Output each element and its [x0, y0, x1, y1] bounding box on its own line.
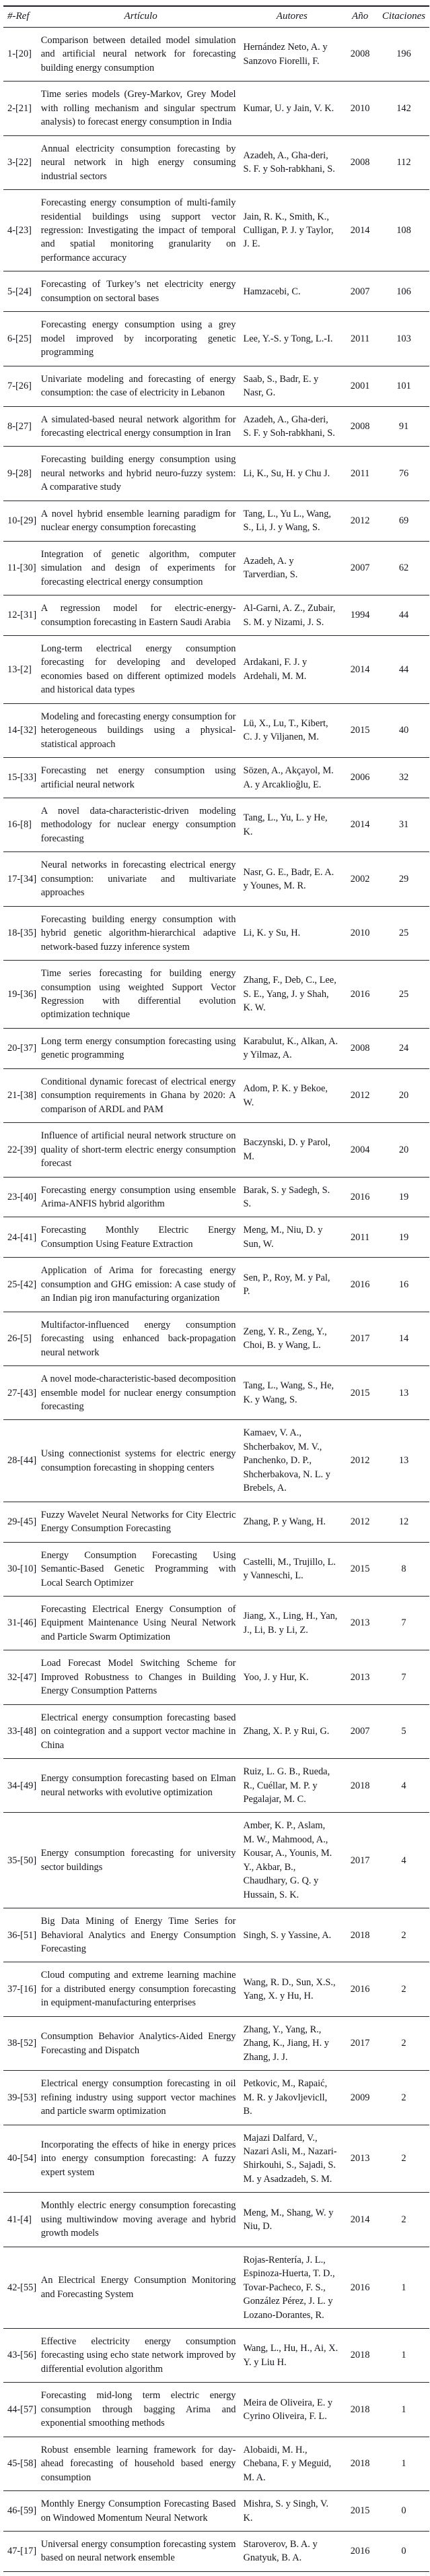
ano-cell: 2012	[342, 1420, 378, 1502]
table-row	[3, 2491, 429, 2532]
ref-cell: 18-[35]	[3, 906, 40, 960]
table-row	[3, 28, 429, 82]
titulo-cell: Energy consumption forecasting based on Elman neural networks with evolutive optimization	[40, 1759, 242, 1813]
ref-cell: 39-[53]	[3, 2071, 40, 2125]
table-row	[3, 312, 429, 366]
ano-cell: 2018	[342, 1759, 378, 1813]
ref-cell: 26-[5]	[3, 1312, 40, 1365]
citaciones-cell: 5	[378, 1704, 429, 1758]
references-table-header	[3, 6, 429, 28]
table-row	[3, 1759, 429, 1813]
titulo-cell: Monthly electric energy consumption forecasting using multiwindow moving average and hybrid growth models	[40, 2193, 242, 2247]
table-row	[3, 2247, 429, 2328]
citaciones-cell: 1	[378, 2329, 429, 2383]
autores-cell: Meira de Oliveira, E. y Cyrino Oliveira, F. L.	[242, 2383, 342, 2437]
table-row	[3, 595, 429, 636]
ano-cell: 2014	[342, 2193, 378, 2247]
autores-cell: Jiang, X., Ling, H., Yan, J., Li, B. y Li, Z.	[242, 1596, 342, 1650]
ano-cell: 2013	[342, 1596, 378, 1650]
table-row	[3, 2531, 429, 2571]
table-row	[3, 852, 429, 906]
ref-cell: 41-[4]	[3, 2193, 40, 2247]
citaciones-cell: 69	[378, 501, 429, 541]
ref-cell: 12-[31]	[3, 595, 40, 636]
autores-cell: Meng, M., Shang, W. y Niu, D.	[242, 2193, 342, 2247]
ano-cell: 2013	[342, 2125, 378, 2193]
titulo-cell: Using connectionist systems for electric energy consumption forecasting in shopping centers	[40, 1420, 242, 1502]
titulo-cell: Fuzzy Wavelet Neural Networks for City Electric Energy Consumption Forecasting	[40, 1502, 242, 1542]
table-row	[3, 798, 429, 852]
citaciones-cell: 20	[378, 1123, 429, 1177]
autores-cell: Tang, L., Yu L., Wang, S., Li, J. y Wang, S.	[242, 501, 342, 541]
titulo-cell: Forecasting energy consumption of multi-family residential buildings using support vector regression: Investigating the impact of temporal and spatial monitoring granularity on performance accuracy	[40, 190, 242, 271]
citaciones-cell: 25	[378, 961, 429, 1029]
autores-cell: Lee, Y.-S. y Tong, L.-I.	[242, 312, 342, 366]
titulo-cell: Consumption Behavior Analytics-Aided Energy Forecasting and Dispatch	[40, 2016, 242, 2070]
citaciones-cell: 14	[378, 1312, 429, 1365]
titulo-cell: Energy Consumption Forecasting Using Semantic-Based Genetic Programming with Local Search Optimizer	[40, 1542, 242, 1596]
table-row	[3, 1258, 429, 1312]
citaciones-cell: 2	[378, 2193, 429, 2247]
ano-cell: 2002	[342, 852, 378, 906]
ano-cell: 2018	[342, 2329, 378, 2383]
table-row	[3, 2016, 429, 2070]
autores-cell: Wang, R. D., Sun, X.S., Yang, X. y Hu, H.	[242, 1962, 342, 2016]
table-row	[3, 1542, 429, 1596]
ano-cell: 2008	[342, 135, 378, 189]
citaciones-cell: 142	[378, 82, 429, 135]
titulo-cell: Effective electricity energy consumption forecasting using echo state network improved by differential evolution algorithm	[40, 2329, 242, 2383]
autores-cell: Wang, L., Hu, H., Ai, X. Y. y Liu H.	[242, 2329, 342, 2383]
ano-cell: 2018	[342, 2437, 378, 2490]
titulo-cell: Integration of genetic algorithm, computer simulation and design of experiments for forecasting electrical energy consumption	[40, 541, 242, 595]
ano-cell: 2011	[342, 312, 378, 366]
autores-cell: Hernández Neto, A. y Sanzovo Fiorelli, F.	[242, 28, 342, 82]
ref-cell: 34-[49]	[3, 1759, 40, 1813]
autores-cell: Yoo, J. y Hur, K.	[242, 1650, 342, 1704]
ref-cell: 6-[25]	[3, 312, 40, 366]
autores-cell: Azadeh, A., Gha-deri, S. F. y Soh-rabkhani, S.	[242, 406, 342, 447]
table-row	[3, 271, 429, 312]
references-table-body	[3, 28, 429, 2572]
table-row	[3, 135, 429, 189]
citaciones-cell: 106	[378, 271, 429, 312]
titulo-cell: Modeling and forecasting energy consumption for heterogeneous buildings using a physical-statistical approach	[40, 703, 242, 757]
ref-cell: 42-[55]	[3, 2247, 40, 2328]
citaciones-cell: 8	[378, 1542, 429, 1596]
table-row	[3, 758, 429, 798]
citaciones-cell: 1	[378, 2437, 429, 2490]
citaciones-cell: 1	[378, 2247, 429, 2328]
ref-cell: 40-[54]	[3, 2125, 40, 2193]
ref-cell: 47-[17]	[3, 2531, 40, 2571]
table-row	[3, 406, 429, 447]
ano-cell: 2012	[342, 501, 378, 541]
citaciones-cell: 19	[378, 1177, 429, 1217]
column-header-ref: #-Ref	[3, 6, 40, 28]
ano-cell: 2010	[342, 906, 378, 960]
citaciones-cell: 2	[378, 2071, 429, 2125]
table-row	[3, 1704, 429, 1758]
ref-cell: 9-[28]	[3, 447, 40, 501]
table-row	[3, 2193, 429, 2247]
citaciones-cell: 44	[378, 595, 429, 636]
autores-cell: Adom, P. K. y Bekoe, W.	[242, 1068, 342, 1122]
autores-cell: Tang, L., Wang, S., He, K. y Wang, S.	[242, 1366, 342, 1420]
citaciones-cell: 108	[378, 190, 429, 271]
autores-cell: Staroverov, B. A. y Gnatyuk, B. A.	[242, 2531, 342, 2571]
autores-cell: Zhang, F., Deb, C., Lee, S. E., Yang, J. y Shah, K. W.	[242, 961, 342, 1029]
titulo-cell: Application of Arima for forecasting energy consumption and GHG emission: A case study of an Indian pig iron manufacturing organization	[40, 1258, 242, 1312]
ref-cell: 46-[59]	[3, 2491, 40, 2532]
table-row	[3, 501, 429, 541]
citaciones-cell: 103	[378, 312, 429, 366]
ano-cell: 2016	[342, 1962, 378, 2016]
ano-cell: 2018	[342, 2383, 378, 2437]
autores-cell: Rojas-Rentería, J. L., Espinoza-Huerta, T. D., Tovar-Pacheco, F. S., González Pérez, J. L. y Lozano-Dorantes, R.	[242, 2247, 342, 2328]
ref-cell: 45-[58]	[3, 2437, 40, 2490]
titulo-cell: Forecasting Electrical Energy Consumption of Equipment Maintenance Using Neural Network and Particle Swarm Optimization	[40, 1596, 242, 1650]
header-row	[3, 6, 429, 28]
autores-cell: Mishra, S. y Singh, V. K.	[242, 2491, 342, 2532]
ano-cell: 2008	[342, 406, 378, 447]
table-row	[3, 1177, 429, 1217]
citaciones-cell: 2	[378, 2016, 429, 2070]
table-row	[3, 635, 429, 703]
autores-cell: Zeng, Y. R., Zeng, Y., Choi, B. y Wang, L.	[242, 1312, 342, 1365]
citaciones-cell: 19	[378, 1217, 429, 1258]
ano-cell: 2018	[342, 1908, 378, 1962]
autores-cell: Singh, S. y Yassine, A.	[242, 1908, 342, 1962]
ano-cell: 2015	[342, 703, 378, 757]
table-row	[3, 1420, 429, 1502]
citaciones-cell: 101	[378, 366, 429, 406]
ref-cell: 4-[23]	[3, 190, 40, 271]
column-header-articulo: Artículo	[40, 6, 242, 28]
citaciones-cell: 16	[378, 1258, 429, 1312]
ref-cell: 43-[56]	[3, 2329, 40, 2383]
ref-cell: 32-[47]	[3, 1650, 40, 1704]
ref-cell: 30-[10]	[3, 1542, 40, 1596]
table-row	[3, 2071, 429, 2125]
titulo-cell: Electrical energy consumption forecasting based on cointegration and a support vector machine in China	[40, 1704, 242, 1758]
autores-cell: Barak, S. y Sadegh, S. S.	[242, 1177, 342, 1217]
ano-cell: 2012	[342, 1502, 378, 1542]
citaciones-cell: 2	[378, 1962, 429, 2016]
ano-cell: 2009	[342, 2071, 378, 2125]
autores-cell: Meng, M., Niu, D. y Sun, W.	[242, 1217, 342, 1258]
citaciones-cell: 91	[378, 406, 429, 447]
autores-cell: Zhang, Y., Yang, R., Zhang, K., Jiang, H. y Zhang, J. J.	[242, 2016, 342, 2070]
titulo-cell: Multifactor-influenced energy consumption forecasting using enhanced back-propagation neural network	[40, 1312, 242, 1365]
ano-cell: 2011	[342, 447, 378, 501]
ref-cell: 20-[37]	[3, 1028, 40, 1068]
ref-cell: 31-[46]	[3, 1596, 40, 1650]
titulo-cell: Forecasting of Turkey’s net electricity energy consumption on sectoral bases	[40, 271, 242, 312]
ref-cell: 36-[51]	[3, 1908, 40, 1962]
ano-cell: 2017	[342, 2016, 378, 2070]
ref-cell: 16-[8]	[3, 798, 40, 852]
autores-cell: Baczynski, D. y Parol, M.	[242, 1123, 342, 1177]
ano-cell: 2007	[342, 271, 378, 312]
titulo-cell: Energy consumption forecasting for university sector buildings	[40, 1813, 242, 1908]
autores-cell: Amber, K. P., Aslam, M. W., Mahmood, A., Kousar, A., Younis, M. Y., Akbar, B., Chaudhary, G. Q. y Hussain, S. K.	[242, 1813, 342, 1908]
ano-cell: 2016	[342, 1177, 378, 1217]
citaciones-cell: 12	[378, 1502, 429, 1542]
citaciones-cell: 1	[378, 2383, 429, 2437]
autores-cell: Hamzacebi, C.	[242, 271, 342, 312]
ref-cell: 8-[27]	[3, 406, 40, 447]
ano-cell: 2016	[342, 961, 378, 1029]
titulo-cell: Forecasting building energy consumption with hybrid genetic algorithm-hierarchical adaptive network-based fuzzy inference system	[40, 906, 242, 960]
citaciones-cell: 76	[378, 447, 429, 501]
citaciones-cell: 13	[378, 1420, 429, 1502]
titulo-cell: Conditional dynamic forecast of electrical energy consumption requirements in Ghana by 2020: A comparison of ARDL and PAM	[40, 1068, 242, 1122]
titulo-cell: Time series forecasting for building energy consumption using weighted Support Vector Regression with differential evolution optimization technique	[40, 961, 242, 1029]
references-table	[3, 5, 429, 2572]
autores-cell: Jain, R. K., Smith, K., Culligan, P. J. y Taylor, J. E.	[242, 190, 342, 271]
column-header-autores: Autores	[242, 6, 342, 28]
ano-cell: 2017	[342, 1813, 378, 1908]
table-row	[3, 1312, 429, 1365]
titulo-cell: Neural networks in forecasting electrical energy consumption: univariate and multivariate approaches	[40, 852, 242, 906]
autores-cell: Nasr, G. E., Badr, E. A. y Younes, M. R.	[242, 852, 342, 906]
table-row	[3, 2125, 429, 2193]
ref-cell: 27-[43]	[3, 1366, 40, 1420]
table-row	[3, 1908, 429, 1962]
autores-cell: Lü, X., Lu, T., Kibert, C. J. y Viljanen, M.	[242, 703, 342, 757]
citaciones-cell: 44	[378, 635, 429, 703]
ano-cell: 2001	[342, 366, 378, 406]
citaciones-cell: 20	[378, 1068, 429, 1122]
titulo-cell: Forecasting net energy consumption using artificial neural network	[40, 758, 242, 798]
citaciones-cell: 2	[378, 2125, 429, 2193]
titulo-cell: A novel mode-characteristic-based decomposition ensemble model for nuclear energy consumption forecasting	[40, 1366, 242, 1420]
titulo-cell: Forecasting Monthly Electric Energy Consumption Using Feature Extraction	[40, 1217, 242, 1258]
ref-cell: 5-[24]	[3, 271, 40, 312]
citaciones-cell: 29	[378, 852, 429, 906]
titulo-cell: Forecasting energy consumption using ensemble Arima-ANFIS hybrid algorithm	[40, 1177, 242, 1217]
table-row	[3, 703, 429, 757]
titulo-cell: Forecasting building energy consumption using neural networks and hybrid neuro-fuzzy system: A comparative study	[40, 447, 242, 501]
ref-cell: 35-[50]	[3, 1813, 40, 1908]
ano-cell: 2017	[342, 1312, 378, 1365]
titulo-cell: Incorporating the effects of hike in energy prices into energy consumption forecasting: A fuzzy expert system	[40, 2125, 242, 2193]
autores-cell: Zhang, P. y Wang, H.	[242, 1502, 342, 1542]
table-row	[3, 447, 429, 501]
column-header-citaciones: Citaciones	[378, 6, 429, 28]
citaciones-cell: 24	[378, 1028, 429, 1068]
titulo-cell: A simulated-based neural network algorithm for forecasting electrical energy consumption in Iran	[40, 406, 242, 447]
ref-cell: 24-[41]	[3, 1217, 40, 1258]
ref-cell: 17-[34]	[3, 852, 40, 906]
ref-cell: 25-[42]	[3, 1258, 40, 1312]
autores-cell: Li, K., Su, H. y Chu J.	[242, 447, 342, 501]
citaciones-cell: 13	[378, 1366, 429, 1420]
titulo-cell: Influence of artificial neural network structure on quality of short-term electric energy consumption forecast	[40, 1123, 242, 1177]
table-row	[3, 2383, 429, 2437]
ref-cell: 22-[39]	[3, 1123, 40, 1177]
table-row	[3, 1123, 429, 1177]
autores-cell: Sen, P., Roy, M. y Pal, P.	[242, 1258, 342, 1312]
table-row	[3, 2437, 429, 2490]
ref-cell: 15-[33]	[3, 758, 40, 798]
citaciones-cell: 196	[378, 28, 429, 82]
titulo-cell: A regression model for electric-energy-consumption forecasting in Eastern Saudi Arabia	[40, 595, 242, 636]
ano-cell: 2013	[342, 1650, 378, 1704]
table-row	[3, 190, 429, 271]
citaciones-cell: 2	[378, 1908, 429, 1962]
table-row	[3, 1366, 429, 1420]
autores-cell: Alobaidi, M. H., Chebana, F. y Meguid, M. A.	[242, 2437, 342, 2490]
ano-cell: 2007	[342, 1704, 378, 1758]
table-row	[3, 1813, 429, 1908]
ano-cell: 2014	[342, 798, 378, 852]
ref-cell: 38-[52]	[3, 2016, 40, 2070]
autores-cell: Castelli, M., Trujillo, L. y Vanneschi, L.	[242, 1542, 342, 1596]
ano-cell: 2007	[342, 541, 378, 595]
autores-cell: Al-Garni, A. Z., Zubair, S. M. y Nizami, J. S.	[242, 595, 342, 636]
table-row	[3, 541, 429, 595]
citaciones-cell: 40	[378, 703, 429, 757]
titulo-cell: Monthly Energy Consumption Forecasting Based on Windowed Momentum Neural Network	[40, 2491, 242, 2532]
autores-cell: Ardakani, F. J. y Ardehali, M. M.	[242, 635, 342, 703]
citaciones-cell: 112	[378, 135, 429, 189]
ano-cell: 2006	[342, 758, 378, 798]
titulo-cell: A novel data-characteristic-driven modeling methodology for nuclear energy consumption forecasting	[40, 798, 242, 852]
ano-cell: 2004	[342, 1123, 378, 1177]
citaciones-cell: 4	[378, 1813, 429, 1908]
table-row	[3, 2329, 429, 2383]
table-row	[3, 1028, 429, 1068]
titulo-cell: Load Forecast Model Switching Scheme for Improved Robustness to Changes in Building Energy Consumption Patterns	[40, 1650, 242, 1704]
citaciones-cell: 4	[378, 1759, 429, 1813]
citaciones-cell: 25	[378, 906, 429, 960]
ref-cell: 29-[45]	[3, 1502, 40, 1542]
autores-cell: Azadeh, A. y Tarverdian, S.	[242, 541, 342, 595]
autores-cell: Ruiz, L. G. B., Rueda, R., Cuéllar, M. P. y Pegalajar, M. C.	[242, 1759, 342, 1813]
ref-cell: 37-[16]	[3, 1962, 40, 2016]
citaciones-cell: 7	[378, 1650, 429, 1704]
autores-cell: Li, K. y Su, H.	[242, 906, 342, 960]
titulo-cell: A novel hybrid ensemble learning paradigm for nuclear energy consumption forecasting	[40, 501, 242, 541]
ref-cell: 14-[32]	[3, 703, 40, 757]
ano-cell: 2012	[342, 1068, 378, 1122]
ano-cell: 2016	[342, 2247, 378, 2328]
table-row	[3, 961, 429, 1029]
ano-cell: 2008	[342, 28, 378, 82]
autores-cell: Kamaev, V. A., Shcherbakov, M. V., Panchenko, D. P., Shcherbakova, N. L. y Brebels, A.	[242, 1420, 342, 1502]
ref-cell: 11-[30]	[3, 541, 40, 595]
titulo-cell: Univariate modeling and forecasting of energy consumption: the case of electricity in Lebanon	[40, 366, 242, 406]
ano-cell: 2016	[342, 2531, 378, 2571]
column-header-ano: Año	[342, 6, 378, 28]
autores-cell: Sözen, A., Akçayol, M. A. y Arcaklioğlu, E.	[242, 758, 342, 798]
ano-cell: 2008	[342, 1028, 378, 1068]
ref-cell: 1-[20]	[3, 28, 40, 82]
autores-cell: Azadeh, A., Gha-deri, S. F. y Soh-rabkhani, S.	[242, 135, 342, 189]
citaciones-cell: 0	[378, 2531, 429, 2571]
table-row	[3, 1962, 429, 2016]
ano-cell: 1994	[342, 595, 378, 636]
autores-cell: Saab, S., Badr, E. y Nasr, G.	[242, 366, 342, 406]
ano-cell: 2011	[342, 1217, 378, 1258]
ref-cell: 23-[40]	[3, 1177, 40, 1217]
ano-cell: 2010	[342, 82, 378, 135]
citaciones-cell: 0	[378, 2491, 429, 2532]
table-row	[3, 1596, 429, 1650]
table-row	[3, 1068, 429, 1122]
titulo-cell: Big Data Mining of Energy Time Series for Behavioral Analytics and Energy Consumption Forecasting	[40, 1908, 242, 1962]
table-row	[3, 1650, 429, 1704]
titulo-cell: An Electrical Energy Consumption Monitoring and Forecasting System	[40, 2247, 242, 2328]
autores-cell: Majazi Dalfard, V., Nazari Asli, M., Nazari-Shirkouhi, S., Sajadi, S. M. y Asadzadeh, S. M.	[242, 2125, 342, 2193]
ano-cell: 2015	[342, 1366, 378, 1420]
ano-cell: 2014	[342, 190, 378, 271]
table-row	[3, 1502, 429, 1542]
autores-cell: Petkovic, M., Rapaić, M. R. y Jakovljevicll, B.	[242, 2071, 342, 2125]
titulo-cell: Time series models (Grey-Markov, Grey Model with rolling mechanism and singular spectrum analysis) to forecast energy consumption in India	[40, 82, 242, 135]
titulo-cell: Universal energy consumption forecasting system based on neural network ensemble	[40, 2531, 242, 2571]
table-row	[3, 366, 429, 406]
autores-cell: Zhang, X. P. y Rui, G.	[242, 1704, 342, 1758]
titulo-cell: Electrical energy consumption forecasting in oil refining industry using support vector machines and particle swarm optimization	[40, 2071, 242, 2125]
ref-cell: 10-[29]	[3, 501, 40, 541]
titulo-cell: Forecasting energy consumption using a grey model improved by incorporating genetic programming	[40, 312, 242, 366]
citaciones-cell: 32	[378, 758, 429, 798]
titulo-cell: Annual electricity consumption forecasting by neural network in high energy consuming industrial sectors	[40, 135, 242, 189]
ref-cell: 3-[22]	[3, 135, 40, 189]
autores-cell: Tang, L., Yu, L. y He, K.	[242, 798, 342, 852]
titulo-cell: Long term energy consumption forecasting using genetic programming	[40, 1028, 242, 1068]
citaciones-cell: 7	[378, 1596, 429, 1650]
titulo-cell: Comparison between detailed model simulation and artificial neural network for forecasting building energy consumption	[40, 28, 242, 82]
ref-cell: 13-[2]	[3, 635, 40, 703]
citaciones-cell: 31	[378, 798, 429, 852]
ref-cell: 19-[36]	[3, 961, 40, 1029]
table-row	[3, 1217, 429, 1258]
ref-cell: 33-[48]	[3, 1704, 40, 1758]
titulo-cell: Long-term electrical energy consumption forecasting for developing and developed economies based on different optimized models and historical data types	[40, 635, 242, 703]
ref-cell: 28-[44]	[3, 1420, 40, 1502]
ano-cell: 2015	[342, 1542, 378, 1596]
ano-cell: 2016	[342, 1258, 378, 1312]
autores-cell: Kumar, U. y Jain, V. K.	[242, 82, 342, 135]
citaciones-cell: 62	[378, 541, 429, 595]
titulo-cell: Cloud computing and extreme learning machine for a distributed energy consumption forecasting in equipment-manufacturing enterprises	[40, 1962, 242, 2016]
table-row	[3, 906, 429, 960]
ref-cell: 44-[57]	[3, 2383, 40, 2437]
titulo-cell: Forecasting mid-long term electric energy consumption through bagging Arima and exponential smoothing methods	[40, 2383, 242, 2437]
ref-cell: 2-[21]	[3, 82, 40, 135]
ref-cell: 21-[38]	[3, 1068, 40, 1122]
autores-cell: Karabulut, K., Alkan, A. y Yilmaz, A.	[242, 1028, 342, 1068]
ref-cell: 7-[26]	[3, 366, 40, 406]
ano-cell: 2015	[342, 2491, 378, 2532]
table-row	[3, 82, 429, 135]
ano-cell: 2014	[342, 635, 378, 703]
titulo-cell: Robust ensemble learning framework for day-ahead forecasting of household based energy consumption	[40, 2437, 242, 2490]
